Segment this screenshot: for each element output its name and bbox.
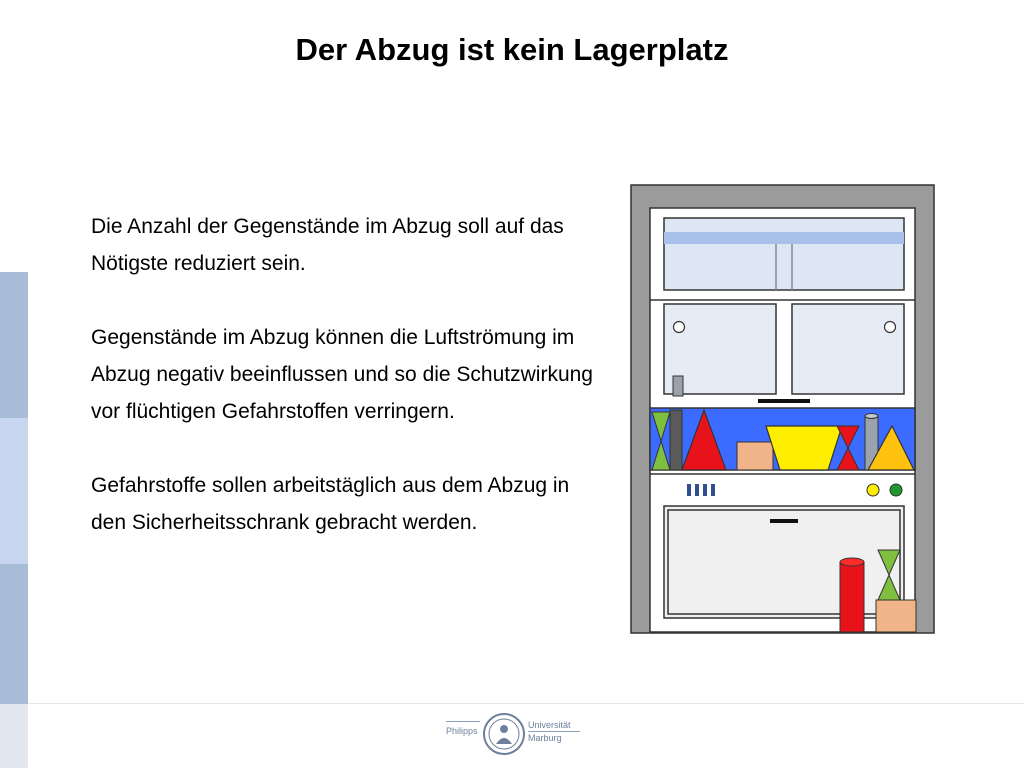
side-bar-segment — [0, 564, 28, 704]
right-sash-pane — [792, 304, 904, 394]
paragraph-safety-cabinet: Gefahrstoffe sollen arbeitstäglich aus dem Abzug in den Sicherheitsschrank gebracht werden. — [91, 474, 570, 534]
side-bar-segment — [0, 272, 28, 418]
side-bar-segment — [0, 704, 28, 768]
control-button — [695, 484, 699, 496]
indicator-light-green — [890, 484, 902, 496]
yellow-funnel-icon — [766, 426, 842, 470]
sash-rail — [664, 232, 904, 244]
paragraph-reduce-items: Die Anzahl der Gegenstände im Abzug soll auf das Nötigste reduziert sein. — [91, 215, 564, 275]
indicator-light-yellow — [867, 484, 879, 496]
logo-rule — [446, 721, 480, 722]
tan-box-icon — [737, 442, 773, 470]
slide-title: Der Abzug ist kein Lagerplatz — [295, 32, 729, 67]
fume-hood-illustration — [630, 184, 935, 634]
control-button — [711, 484, 715, 496]
sash-knob-icon — [674, 322, 685, 333]
control-button — [687, 484, 691, 496]
tan-box-floor-icon — [876, 600, 916, 632]
logo-rule — [528, 731, 580, 732]
side-bar-segment — [0, 418, 28, 564]
upper-sash — [664, 218, 904, 290]
body-text — [91, 208, 601, 578]
logo-text-marburg: Marburg — [528, 733, 562, 743]
paragraph-airflow: Gegenstände im Abzug können die Luftströmung im Abzug negativ beeinflussen und so die Schutzwirkung vor flüchtigen Gefahrstoffen verringern. — [91, 326, 593, 423]
sash-knob-icon — [885, 322, 896, 333]
logo-text-philipps: Philipps — [446, 726, 478, 736]
control-button — [703, 484, 707, 496]
small-bottle-icon — [673, 376, 683, 396]
gray-bottle-icon — [670, 410, 682, 470]
red-canister-icon — [840, 562, 864, 632]
logo-text-universitaet: Universität — [528, 720, 571, 730]
university-seal-icon — [482, 712, 526, 756]
footer-divider — [28, 703, 1024, 704]
